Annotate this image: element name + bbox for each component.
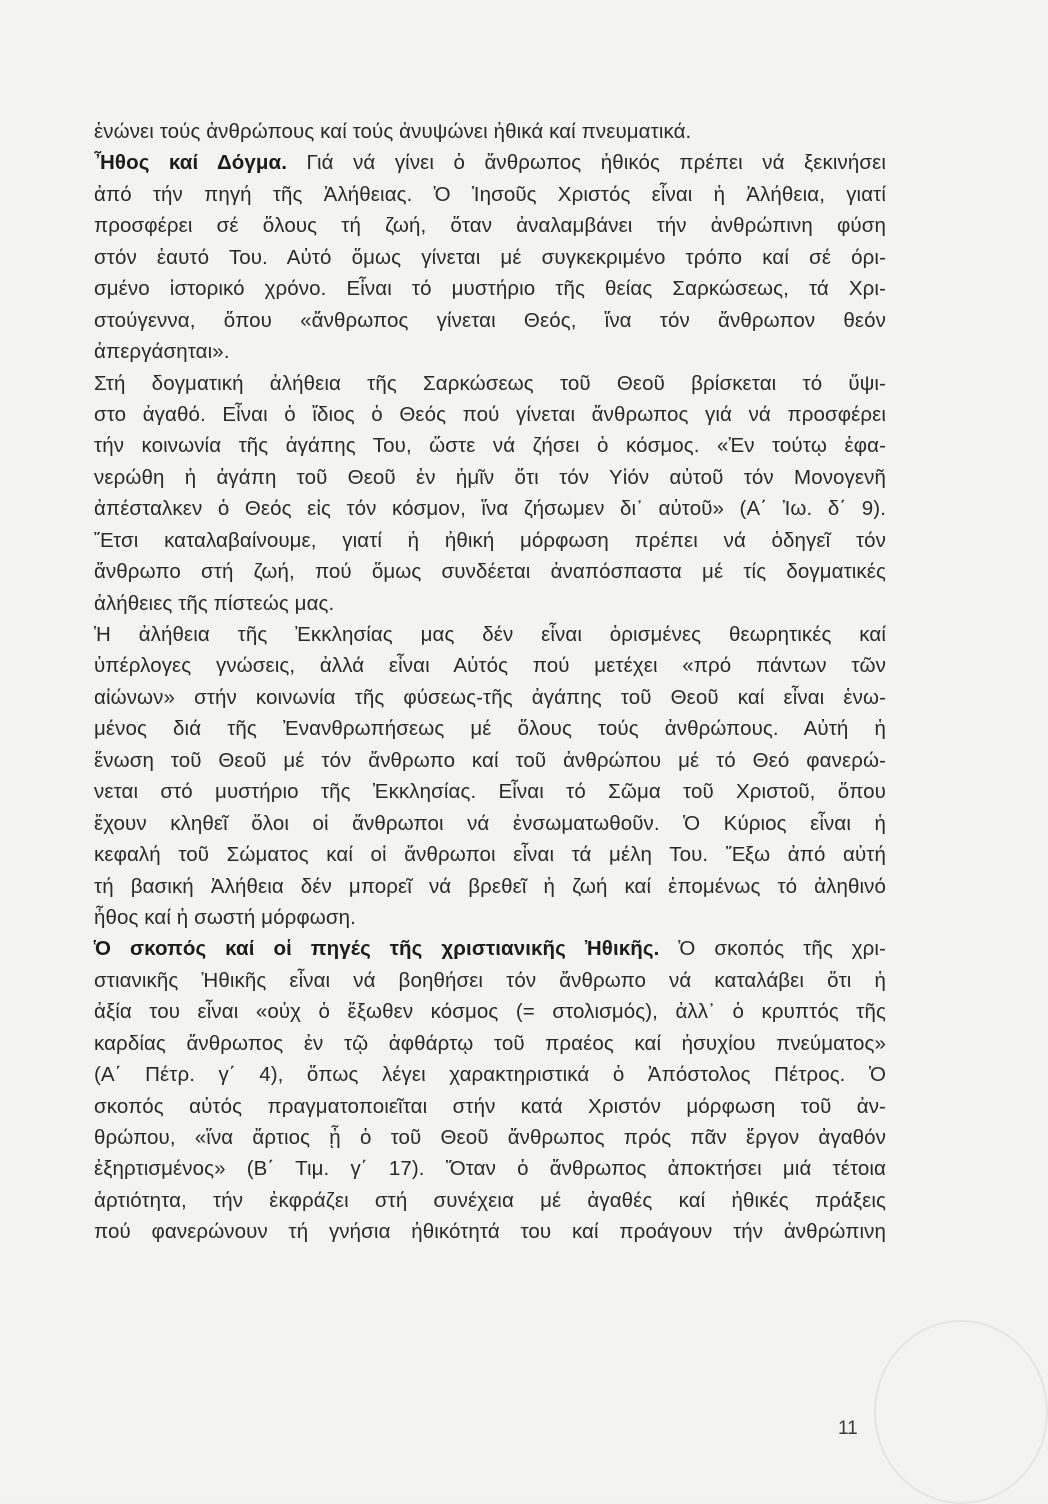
text-run: στούγεννα, ὅπου «ἄνθρωπος γίνεται Θεός, ἵνα τόν ἄνθρωπον θεόν <box>94 308 886 332</box>
text-run: ἀρτιότητα, τήν ἐκφράζει στή συνέχεια μέ ἀγαθές καί ἠθικές πράξεις <box>94 1188 886 1212</box>
text-run: τήν κοινωνία τῆς ἀγάπης Του, ὥστε νά ζήσει ὁ κόσμος. «Ἐν τούτῳ ἐφα- <box>94 434 886 458</box>
text-line <box>94 368 886 399</box>
text-run: πού φανερώνουν τή γνήσια ἠθικότητά του καί προάγουν τήν ἀνθρώπινη <box>94 1220 886 1244</box>
text-run: αἰώνων» στήν κοινωνία τῆς φύσεως-τῆς ἀγάπης τοῦ Θεοῦ καί εἶναι ἑνω- <box>94 685 886 709</box>
text-run: (Α΄ Πέτρ. γ΄ 4), ὅπως λέγει χαρακτηριστικά ὁ Ἀπόστολος Πέτρος. Ὁ <box>94 1063 886 1087</box>
text-run: ἀλήθειες τῆς πίστεώς μας. <box>94 591 335 615</box>
text-line <box>94 1216 886 1247</box>
body-text <box>94 116 886 1248</box>
text-line <box>94 525 886 556</box>
text-run: κεφαλή τοῦ Σώματος καί οἱ ἄνθρωποι εἶναι τά μέλη Του. Ἔξω ἀπό αὐτή <box>94 843 886 867</box>
text-line <box>94 556 886 587</box>
text-line <box>94 430 886 461</box>
text-line <box>94 996 886 1027</box>
text-line <box>94 619 886 650</box>
text-line <box>94 242 886 273</box>
text-run: νερώθη ἡ ἀγάπη τοῦ Θεοῦ ἐν ἡμῖν ὅτι τόν Υἱόν αὐτοῦ τόν Μονογενῆ <box>94 465 886 489</box>
text-line <box>94 493 886 524</box>
text-line <box>94 682 886 713</box>
text-run: ὑπέρλογες γνώσεις, ἀλλά εἶναι Αὐτός πού μετέχει «πρό πάντων τῶν <box>94 654 886 678</box>
text-line <box>94 116 886 147</box>
text-line <box>94 1091 886 1122</box>
text-run: σμένο ἱστορικό χρόνο. Εἶναι τό μυστήριο τῆς θείας Σαρκώσεως, τά Χρι- <box>94 277 886 301</box>
text-run: Γιά νά γίνει ὁ ἄνθρωπος ἠθικός πρέπει νά ξεκινήσει <box>287 151 886 175</box>
text-run: σκοπός αὐτός πραγματοποιεῖται στήν κατά Χριστόν μόρφωση τοῦ ἀν- <box>94 1094 886 1118</box>
text-run: στο ἀγαθό. Εἶναι ὁ ἴδιος ὁ Θεός πού γίνεται ἄνθρωπος γιά νά προσφέρει <box>94 402 886 426</box>
text-run: Ὁ σκοπός τῆς χρι- <box>659 937 886 961</box>
text-line <box>94 1122 886 1153</box>
text-line <box>94 650 886 681</box>
page-number: 11 <box>838 1418 858 1439</box>
text-run: στόν ἑαυτό Του. Αὐτό ὅμως γίνεται μέ συγκεκριμένο τρόπο καί σέ όρι- <box>94 245 886 269</box>
text-line <box>94 713 886 744</box>
text-run: καρδίας ἄνθρωπος ἐν τῷ ἀφθάρτῳ τοῦ πραέος καί ἡσυχίου πνεύματος» <box>94 1031 886 1055</box>
library-stamp <box>874 1320 1048 1504</box>
text-line <box>94 1059 886 1090</box>
text-run: ἐξηρτισμένος» (Β΄ Τιμ. γ΄ 17). Ὅταν ὁ ἄνθρωπος ἀποκτήσει μιά τέτοια <box>94 1157 886 1181</box>
text-line <box>94 462 886 493</box>
text-run: προσφέρει σέ ὅλους τή ζωή, ὅταν ἀναλαμβάνει τήν ἀνθρώπινη φύση <box>94 214 886 238</box>
text-run: Ἡ ἀλήθεια τῆς Ἐκκλησίας μας δέν εἶναι ὁρισμένες θεωρητικές καί <box>94 623 886 646</box>
text-line <box>94 336 886 367</box>
text-line <box>94 933 886 964</box>
text-run: Ἔτσι καταλαβαίνουμε, γιατί ἡ ἠθική μόρφωση πρέπει νά ὁδηγεῖ τόν <box>94 528 886 552</box>
text-line <box>94 399 886 430</box>
text-line <box>94 1185 886 1216</box>
text-run: στιανικῆς Ἠθικῆς εἶναι νά βοηθήσει τόν ἄνθρωπο νά καταλάβει ὅτι ἡ <box>94 968 886 992</box>
section-heading: Ὁ σκοπός καί οἱ πηγές τῆς χριστιανικῆς Ἠθικῆς. <box>94 937 660 961</box>
text-run: θρώπου, «ἵνα ἄρτιος ᾖ ὁ τοῦ Θεοῦ ἄνθρωπος πρός πᾶν ἔργον ἀγαθόν <box>94 1126 886 1149</box>
text-line <box>94 147 886 178</box>
text-run: ἔχουν κληθεῖ ὅλοι οἱ ἄνθρωποι νά ἐνσωματωθοῦν. Ὁ Κύριος εἶναι ἡ <box>94 811 886 835</box>
text-line <box>94 1028 886 1059</box>
text-line <box>94 965 886 996</box>
text-run: ἀπέσταλκεν ὁ Θεός εἰς τόν κόσμον, ἵνα ζήσωμεν δι᾿ αὐτοῦ» (Α΄ Ἰω. δ΄ 9). <box>94 497 886 521</box>
section-heading: Ἦθος καί Δόγμα. <box>94 151 288 175</box>
text-line <box>94 305 886 336</box>
text-line <box>94 273 886 304</box>
text-line <box>94 210 886 241</box>
text-line <box>94 588 886 619</box>
text-run: ἀξία του εἶναι «οὐχ ὁ ἔξωθεν κόσμος (= στολισμός), ἀλλ᾿ ὁ κρυπτός τῆς <box>94 1000 886 1024</box>
text-run: ἕνωση τοῦ Θεοῦ μέ τόν ἄνθρωπο καί τοῦ ἀνθρώπου μέ τό Θεό φανερώ- <box>94 748 886 772</box>
text-run: ἦθος καί ἡ σωστή μόρφωση. <box>94 905 356 929</box>
text-line <box>94 776 886 807</box>
text-run: νεται στό μυστήριο τῆς Ἐκκλησίας. Εἶναι τό Σῶμα τοῦ Χριστοῦ, ὅπου <box>94 780 886 804</box>
text-run: ἄνθρωπο στή ζωή, πού ὅμως συνδέεται ἀναπόσπαστα μέ τίς δογματικές <box>94 560 886 584</box>
text-run: ἀπεργάσηται». <box>94 340 230 364</box>
text-line <box>94 871 886 902</box>
text-line <box>94 902 886 933</box>
text-line <box>94 179 886 210</box>
text-run: ἀπό τήν πηγή τῆς Ἀλήθειας. Ὁ Ἰησοῦς Χριστός εἶναι ἡ Ἀλήθεια, γιατί <box>94 182 886 206</box>
text-line <box>94 1153 886 1184</box>
text-line <box>94 745 886 776</box>
text-line <box>94 808 886 839</box>
text-line <box>94 839 886 870</box>
text-run: Στή δογματική ἀλήθεια τῆς Σαρκώσεως τοῦ Θεοῦ βρίσκεται τό ὕψι- <box>94 371 886 395</box>
text-run: μένος διά τῆς Ἐνανθρωπήσεως μέ ὅλους τούς ἀνθρώπους. Αὐτή ἡ <box>94 717 886 741</box>
text-run: τή βασική Ἀλήθεια δέν μπορεῖ νά βρεθεῖ ἡ ζωή καί ἑπομένως τό ἀληθινό <box>94 874 886 898</box>
text-run: ἑνώνει τούς ἀνθρώπους καί τούς ἀνυψώνει ἠθικά καί πνευματικά. <box>94 120 692 143</box>
